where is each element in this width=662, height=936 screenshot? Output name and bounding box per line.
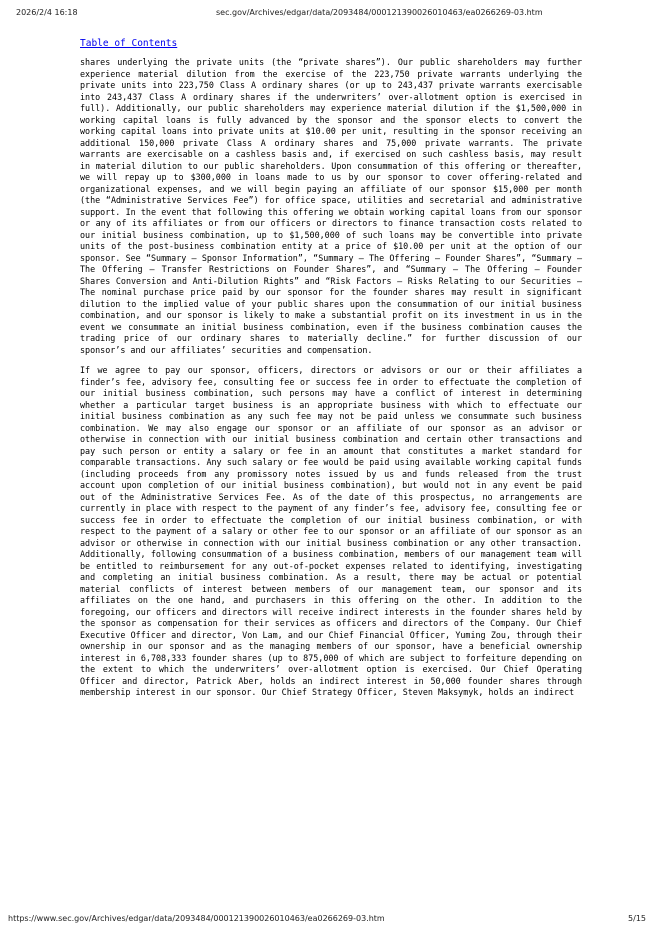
paragraph-conflicts-of-interest: If we agree to pay our sponsor, officers, directors or advisors or our or their affiliates a finder’s fee, advisory fee, consulting fee or success fee in order to effectuate the completion of our initial business combination, such persons may have a conflict of interest in determining whether a particular target business is an appropriate business with which to effectuate our initial business combination as any such fee may not be paid unless we consummate such business combination. We may also engage our sponsor or an affiliate of our sponsor as an advisor or otherwise in connection with our initial business combination and certain other transactions and pay such person or entity a salary or fee in an amount that constitutes a market standard for comparable transactions. Any such salary or fee would be paid using available working capital funds (including proceeds from any promissory notes issued by us and funds released from the trust account upon completion of our initial business combination), but would not in any event be paid out of the Administrative Services Fee. As of the date of this prospectus, no arrangements are currently in place with respect to the payment of any finder’s fee, advisory fee, consulting fee or success fee in order to effectuate the completion of our initial business combination, or with respect to the payment of a salary or other fee to our sponsor or an affiliate of our sponsor as an advisor or otherwise in connection with our initial business combination or any other transaction. Additionally, following consummation of a business combination, members of our management team will be entitled to reimbursement for any out-of-pocket expenses related to identifying, investigating and completing an initial business combination. As a result, there may be actual or potential material conflicts of interest between members of our management team, our sponsor and its affiliates on the one hand, and purchasers in this offering on the other. In addition to the foregoing, our officers and directors will receive indirect interests in the founder shares held by the sponsor as compensation for their services as officers and directors of the Company. Our Chief Executive Officer and director, Von Lam, and our Chief Financial Officer, Yuming Zou, through their ownership in our sponsor and as the managing members of our sponsor, have a beneficial ownership interest in 6,708,333 founder shares (up to 875,000 of which are subject to forfeiture depending on the extent to which the underwriters’ over-allotment option is exercised. Our Chief Operating Officer and director, Patrick Aber, holds an indirect interest in 50,000 founder shares through membership interest in our sponsor. Our Chief Strategy Officer, Steven Maksymyk, holds an indirect [80,365,582,697]
print-datetime: 2026/2/4 16:18 [16,8,78,17]
document-body [80,57,582,708]
footer-url: https://www.sec.gov/Archives/edgar/data/2093484/000121390026010463/ea0266269-03.htm [8,914,385,923]
print-footer [8,914,646,926]
paragraph-dilution-and-loans: shares underlying the private units (the “private shares”). Our public shareholders may further experience material dilution from the exercise of the 223,750 private warrants underlying the private units into 223,750 Class A ordinary shares (or up to 243,437 private warrants exercisable into 243,437 Class A ordinary shares if the underwriters’ over-allotment option is exercised in full). Additionally, our public shareholders may experience material dilution if the $1,500,000 in working capital loans is fully advanced by the sponsor and the sponsor elects to convert the working capital loans into private units at $10.00 per unit, resulting in the sponsor receiving an additional 150,000 private Class A ordinary shares and 75,000 private warrants. The private warrants are exercisable on a cashless basis and, if exercised on such cashless basis, may result in material dilution to our public shareholders. Upon consummation of this offering or thereafter, we will repay up to $300,000 in loans made to us by our sponsor to cover offering-related and organizational expenses, and we will begin paying an affiliate of our sponsor $15,000 per month (the “Administrative Services Fee”) for office space, utilities and secretarial and administrative support. In the event that following this offering we obtain working capital loans from our sponsor or any of its affiliates or from our officers or directors to finance transaction costs related to our initial business combination, up to $1,500,000 of such loans may be convertible into private units of the post-business combination entity at a price of $10.00 per unit at the option of our sponsor. See “Summary — Sponsor Information”, “Summary — The Offering — Founder Shares”, “Summary — The Offering — Transfer Restrictions on Founder Shares”, and “Summary — The Offering — Founder Shares Conversion and Anti-Dilution Rights” and “Risk Factors — Risks Relating to our Securities — The nominal purchase price paid by our sponsor for the founder shares may result in significant dilution to the implied value of your public shares upon the consummation of our initial business combination, and our sponsor is likely to make a substantial profit on its investment in us in the event we consummate an initial business combination, even if the business combination causes the trading price of our ordinary shares to materially decline.” for further discussion of our sponsor’s and our affiliates’ securities and compensation. [80,57,582,355]
page-number: 5/15 [628,914,646,923]
print-url: sec.gov/Archives/edgar/data/2093484/000121390026010463/ea0266269-03.htm [216,8,543,17]
table-of-contents-link[interactable]: Table of Contents [80,38,178,49]
print-header [16,8,646,20]
